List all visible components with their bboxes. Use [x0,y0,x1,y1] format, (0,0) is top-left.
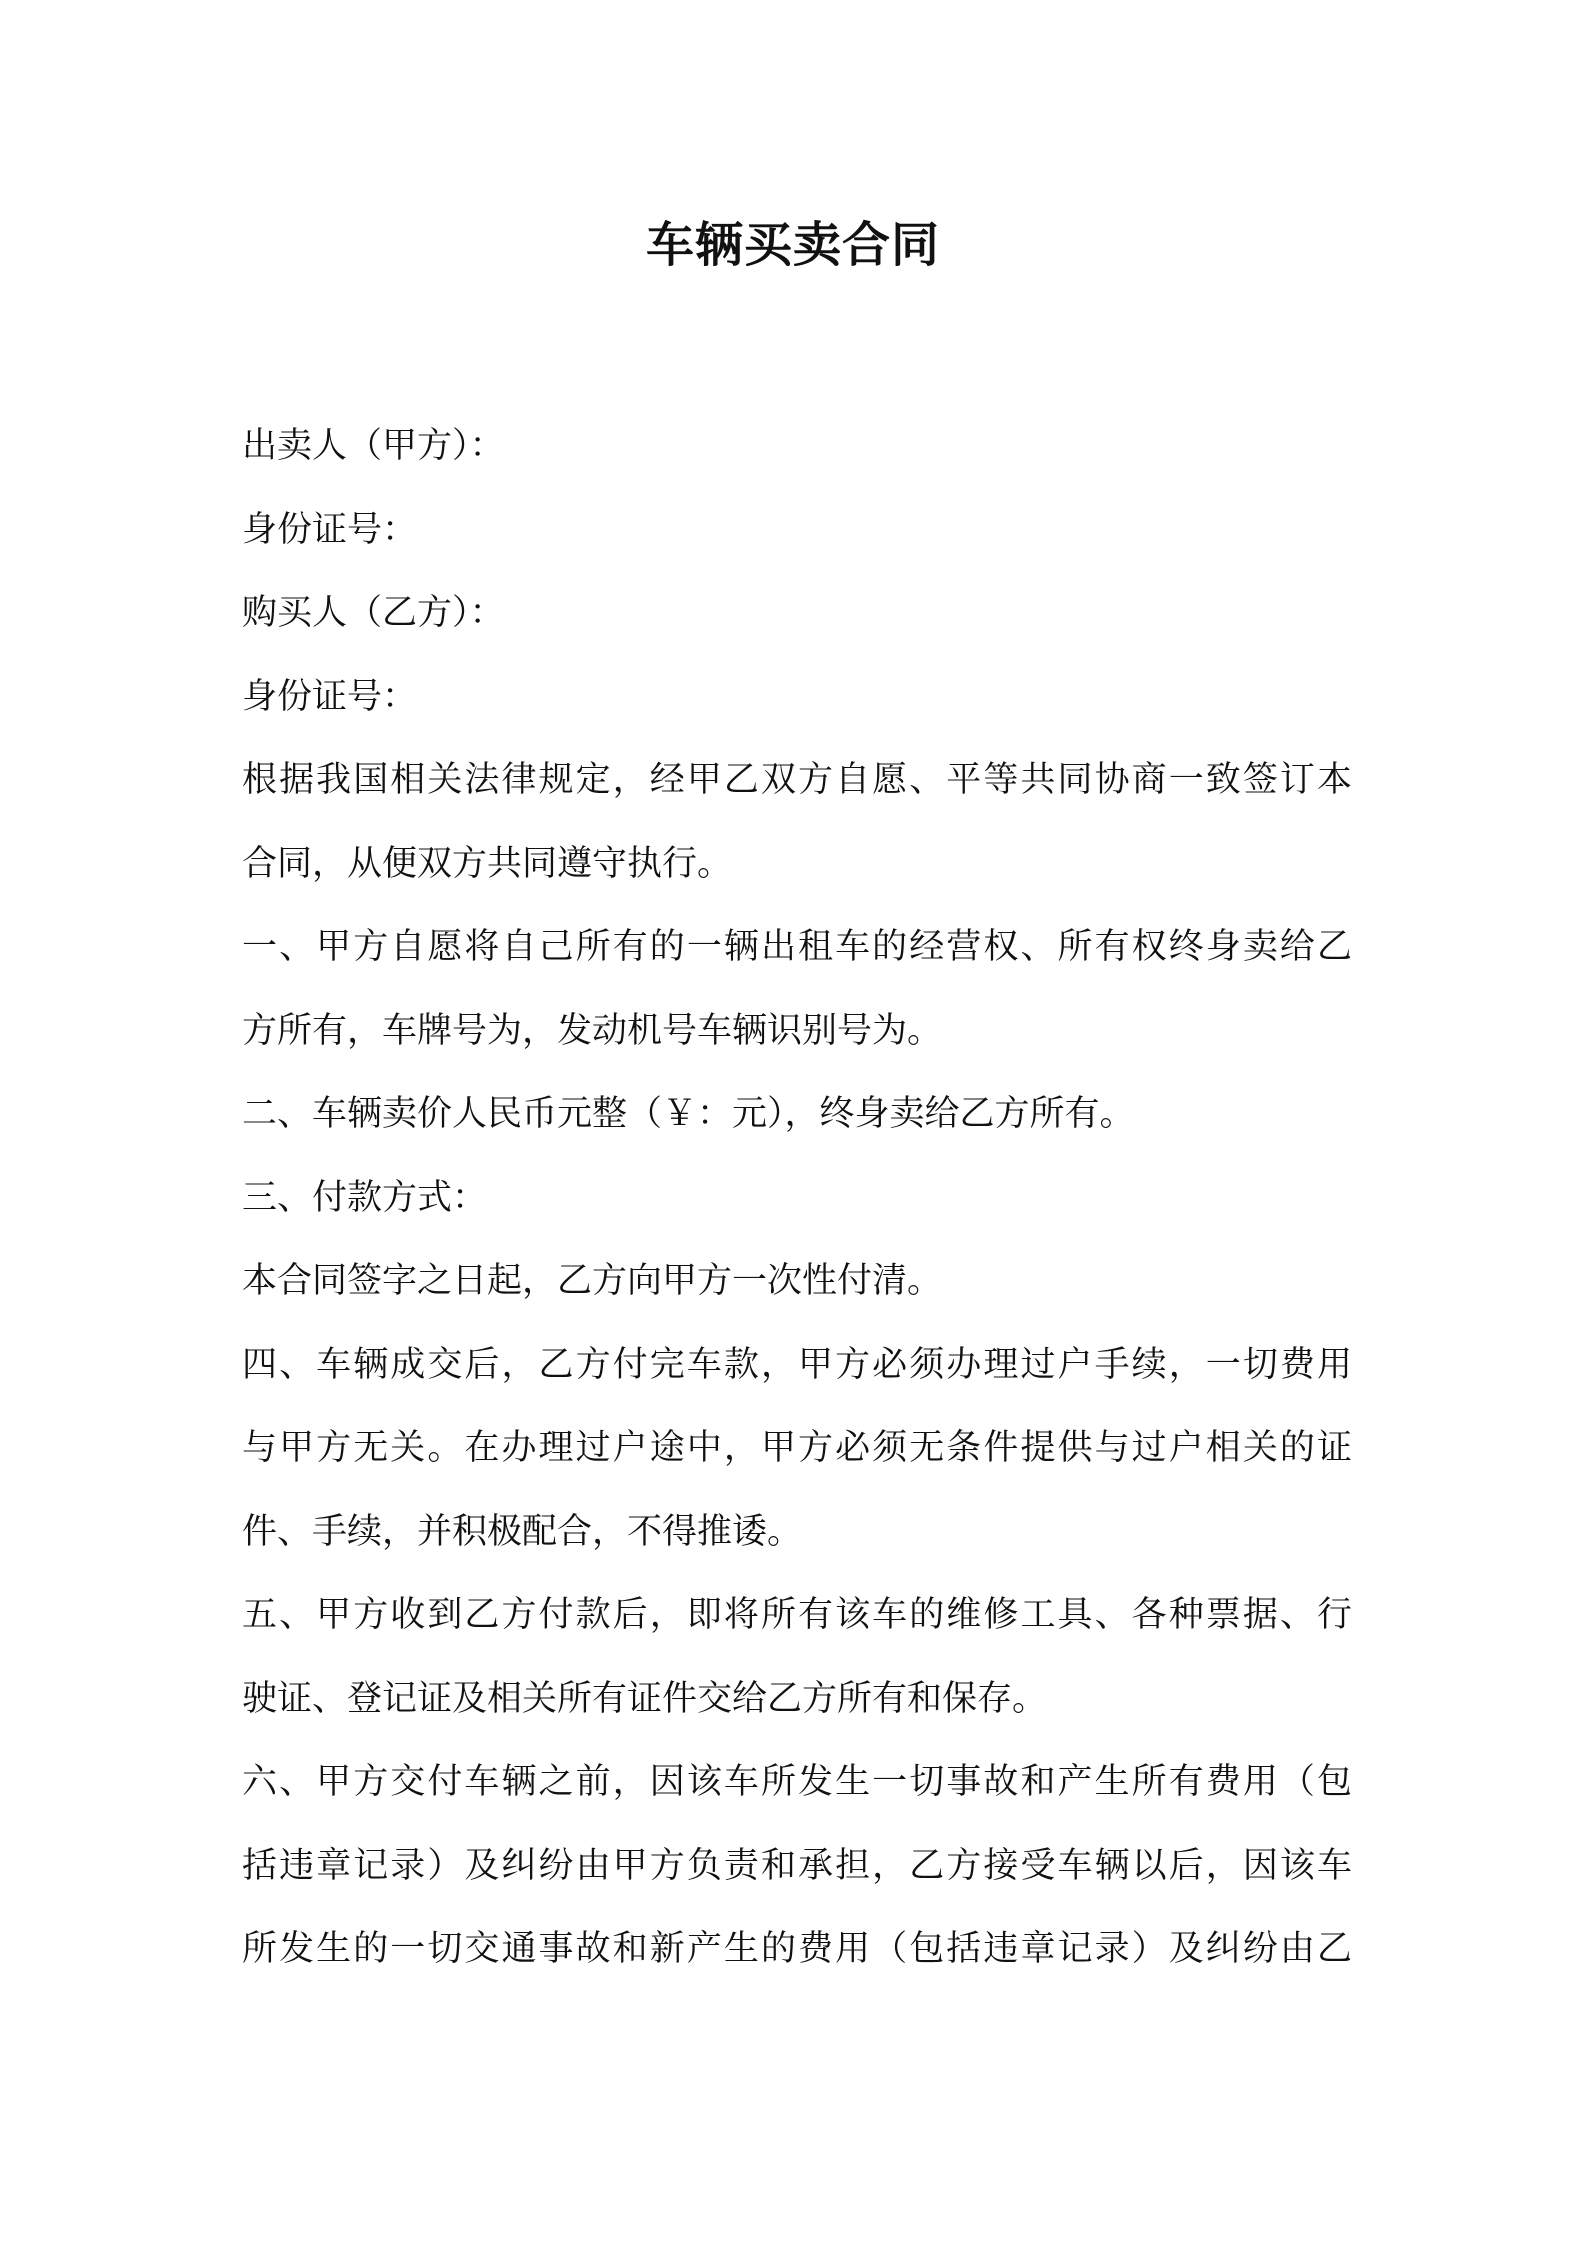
seller-id-label: 身份证号： [242,509,418,550]
seller-label: 出卖人（甲方）： [242,426,505,466]
buyer-label: 购买人（乙方）： [242,593,505,633]
contract-body [242,405,1352,1992]
clause-6-line-1: 六、甲方交付车辆之前，因该车所发生一切事故和产生所有费用（包 [242,1762,1352,1802]
clause-5-line-1: 五、甲方收到乙方付款后，即将所有该车的维修工具、各种票据、行 [242,1595,1352,1635]
clause-4-line-1: 四、车辆成交后，乙方付完车款，甲方必须办理过户手续，一切费用 [242,1344,1352,1385]
buyer-id-label: 身份证号： [242,676,418,717]
clause-6-line-2: 括违章记录）及纠纷由甲方负责和承担，乙方接受车辆以后，因该车 [242,1845,1352,1886]
clause-4-line-2: 与甲方无关。在办理过户途中，甲方必须无条件提供与过户相关的证 [242,1428,1352,1468]
clause-3-body: 本合同签字之日起，乙方向甲方一次性付清。 [242,1261,943,1301]
clause-4-line-3: 件、手续，并积极配合，不得推诿。 [242,1511,803,1552]
clause-2: 二、车辆卖价人民币元整（￥：元），终身卖给乙方所有。 [242,1094,1135,1134]
preamble-line-2: 合同，从便双方共同遵守执行。 [242,843,733,884]
clause-5-line-2: 驶证、登记证及相关所有证件交给乙方所有和保存。 [242,1678,1048,1719]
clause-1-line-2: 方所有，车牌号为，发动机号车辆识别号为。 [242,1010,943,1051]
clause-6-line-3: 所发生的一切交通事故和新产生的费用（包括违章记录）及纠纷由乙 [242,1929,1352,1969]
clause-3-heading: 三、付款方式： [242,1177,488,1218]
document-title: 车辆买卖合同 [645,217,940,273]
clause-1-line-1: 一、甲方自愿将自己所有的一辆出租车的经营权、所有权终身卖给乙 [242,927,1352,967]
preamble-line-1: 根据我国相关法律规定，经甲乙双方自愿、平等共同协商一致签订本 [242,760,1352,800]
